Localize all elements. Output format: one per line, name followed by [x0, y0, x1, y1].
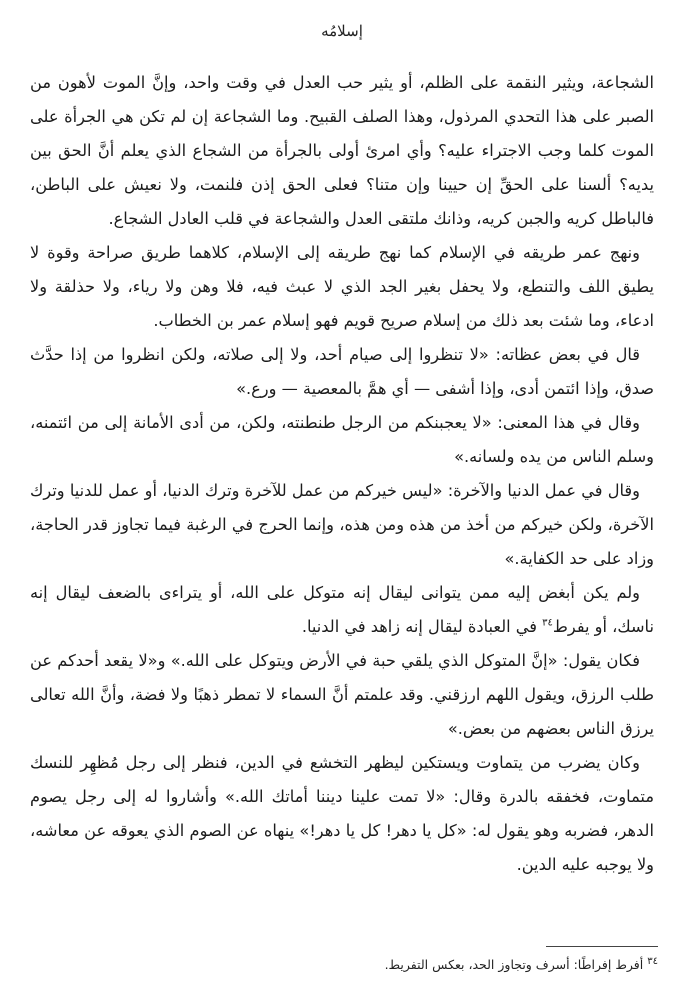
footnote-reference[interactable]: ٣٤ [542, 617, 553, 629]
footnote [38, 955, 658, 975]
paragraph-7: فكان يقول: «إنَّ المتوكل الذي يلقي حبة في الأرض ويتوكل على الله.» و«لا يقعد أحدكم عن طلب الرزق، ويقول اللهم ارزقني. وقد علمتم أنَّ السماء لا تمطر ذهبًا ولا فضة، وأنَّ الله تعالى يرزق الناس بعضهم من بعض.» [30, 651, 654, 738]
paragraph-1: الشجاعة، ويثير النقمة على الظلم، أو يثير حب العدل في وقت واحد، وإنَّ الموت لأهون من الصبر على هذا التحدي المرذول، وهذا الصلف القبيح. وما الشجاعة إن لم تكن هي الجرأة على الموت كلما وجب الاجتراء عليه؟ وأي امرئ أولى بالجرأة من الشجاع الذي يعلم أنَّ الحق بين يديه؟ ألسنا على الحقِّ إن حيينا وإن متنا؟ فعلى الحق إذن فلنمت، ولا نعيش على الباطن، فالباطل كريه والجبن كريه، وذانك ملتقى العدل والشجاعة في قلب العادل الشجاع. [30, 73, 654, 228]
footnote-divider [546, 946, 658, 947]
paragraph-6-part-1: ولم يكن أبغض إليه ممن يتوانى ليقال إنه متوكل على الله، أو يتراءى بالضعف ليقال إنه ناسك، أو يفرط [30, 583, 654, 636]
paragraph-5: وقال في عمل الدنيا والآخرة: «ليس خيركم من عمل للآخرة وترك الدنيا، أو عمل للدنيا وترك الآخرة، ولكن خيركم من أخذ من هذه ومن هذه، وإنما الحرج في الرغبة فيما تجاوز قدر الحاجة، وزاد على حد الكفاية.» [30, 481, 654, 568]
paragraph-4: وقال في هذا المعنى: «لا يعجبنكم من الرجل طنطنته، ولكن، من أدى الأمانة إلى من ائتمنه، وسلم الناس من يده ولسانه.» [30, 413, 654, 466]
running-header: إسلامُه [321, 22, 363, 40]
footnote-number: ٣٤ [647, 955, 658, 967]
paragraph-6-part-2: في العبادة ليقال إنه زاهد في الدنيا. [301, 617, 538, 636]
paragraph-8: وكان يضرب من يتماوت ويستكين ليظهر التخشع في الدين، فنظر إلى رجل مُظهِر للنسك متماوت، فخفقه بالدرة وقال: «لا تمت علينا ديننا أماتك الله.» وأشاروا له إلى رجل يصوم الدهر، فضربه وهو يقول له: «كل يا دهر! كل يا دهر!» ينهاه عن الصوم الذي يعوقه عن معاشه، ولا يوجبه عليه الدين. [30, 753, 654, 874]
paragraph-3: قال في بعض عظاته: «لا تنظروا إلى صيام أحد، ولا إلى صلاته، ولكن انظروا من إذا حدَّث صدق، وإذا ائتمن أدى، وإذا أشفى — أي همَّ بالمعصية — ورع.» [30, 345, 654, 398]
footnote-text: أفرط إفراطًا: أسرف وتجاوز الحد، بعكس التفريط. [384, 957, 644, 972]
body-text [30, 66, 654, 882]
paragraph-2: ونهج عمر طريقه في الإسلام كما نهج طريقه إلى الإسلام، كلاهما طريق صراحة وقوة لا يطيق اللف والتنطع، ولا يحفل بغير الجد الذي لا عبث فيه، فلا وهن ولا رياء، ولا حذلقة ولا ادعاء، وما شئت بعد ذلك من إسلام صريح قويم فهو إسلام عمر بن الخطاب. [30, 243, 654, 330]
paragraph-6 [30, 576, 654, 644]
